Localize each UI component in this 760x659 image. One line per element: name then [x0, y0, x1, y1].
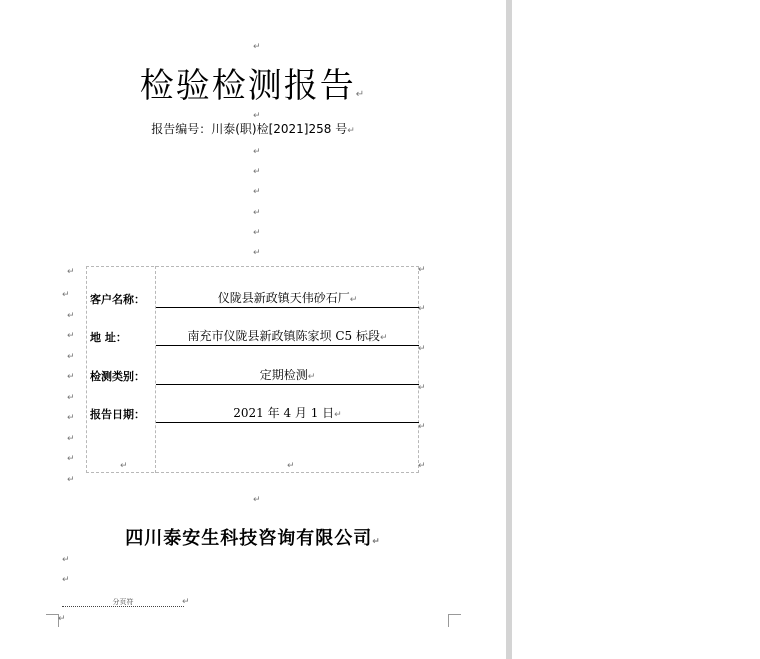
paragraph-mark: ↵ [253, 208, 261, 218]
cell-mark: ↵ [418, 461, 426, 471]
paragraph-mark: ↵ [253, 147, 261, 157]
paragraph-mark: ↵ [67, 393, 75, 403]
paragraph-mark: ↵ [253, 111, 261, 121]
paragraph-mark: ↵ [182, 597, 190, 607]
paragraph-mark: ↵ [253, 167, 261, 177]
report-title: 检验检测报告↵ [139, 66, 367, 106]
workspace-background [512, 0, 760, 659]
paragraph-mark: ↵ [372, 537, 381, 547]
paragraph-mark: ↵ [287, 461, 295, 471]
paragraph-mark: ↵ [347, 126, 355, 136]
paragraph-mark: ↵ [58, 614, 66, 624]
cell-mark: ↵ [418, 383, 426, 393]
paragraph-mark: ↵ [253, 495, 261, 505]
page-corner-mark [448, 614, 461, 627]
paragraph-mark: ↵ [67, 434, 75, 444]
cell-mark: ↵ [418, 265, 426, 275]
paragraph-mark: ↵ [379, 333, 388, 343]
paragraph-mark: ↵ [120, 461, 128, 471]
paragraph-mark: ↵ [307, 372, 316, 382]
paragraph-mark: ↵ [355, 89, 367, 100]
cell-mark: ↵ [418, 344, 426, 354]
address-label: 地 址： [90, 331, 127, 344]
test-type-value: 定期检测↵ [156, 366, 419, 385]
client-name-label: 客户名称： [90, 293, 145, 306]
paragraph-mark: ↵ [67, 331, 75, 341]
test-type-label: 检测类别： [90, 370, 145, 383]
cell-mark: ↵ [418, 304, 426, 314]
paragraph-mark: ↵ [349, 295, 358, 305]
paragraph-mark: ↵ [62, 555, 70, 565]
paragraph-mark: ↵ [253, 248, 261, 258]
paragraph-mark: ↵ [67, 475, 75, 485]
paragraph-mark: ↵ [62, 290, 70, 300]
paragraph-mark: ↵ [67, 413, 75, 423]
paragraph-mark: ↵ [67, 267, 75, 277]
address-value: 南充市仪陇县新政镇陈家坝 C5 标段↵ [156, 327, 419, 346]
paragraph-mark: ↵ [334, 410, 342, 420]
paragraph-mark: ↵ [62, 575, 70, 585]
client-name-value: 仪陇县新政镇天伟砂石厂↵ [156, 289, 419, 308]
paragraph-mark: ↵ [253, 228, 261, 238]
report-date-value: 2021 年 4 月 1 日↵ [156, 404, 419, 423]
company-name: 四川泰安生科技咨询有限公司↵ [125, 528, 381, 549]
paragraph-mark: ↵ [67, 372, 75, 382]
cell-mark: ↵ [418, 422, 426, 432]
paragraph-mark: ↵ [67, 352, 75, 362]
report-date-label: 报告日期： [90, 408, 145, 421]
report-number: 报告编号：川泰(职)检[2021]258 号↵ [151, 122, 355, 136]
paragraph-mark: ↵ [253, 42, 261, 52]
paragraph-mark: ↵ [67, 311, 75, 321]
page-break-marker: 分页符 [62, 598, 184, 607]
paragraph-mark: ↵ [253, 187, 261, 197]
paragraph-mark: ↵ [67, 454, 75, 464]
